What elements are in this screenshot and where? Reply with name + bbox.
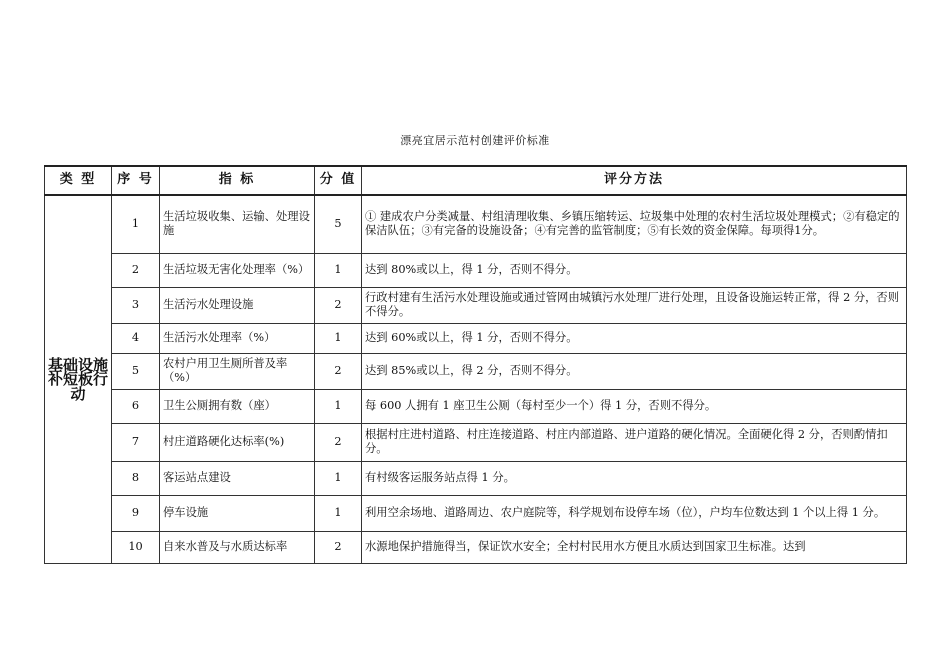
score-cell: 1 xyxy=(315,389,362,423)
seq-cell: 4 xyxy=(112,323,160,353)
method-cell: 达到 60%或以上，得 1 分，否则不得分。 xyxy=(362,323,907,353)
table-body xyxy=(45,195,907,563)
method-cell: 行政村建有生活污水处理设施或通过管网由城镇污水处理厂进行处理，且设备设施运转正常，得 2 分，否则不得分。 xyxy=(362,287,907,323)
score-cell: 1 xyxy=(315,323,362,353)
seq-cell: 1 xyxy=(112,195,160,253)
indicator-cell: 自来水普及与水质达标率 xyxy=(160,531,315,563)
table-row xyxy=(45,531,907,563)
table-row xyxy=(45,389,907,423)
score-cell: 2 xyxy=(315,531,362,563)
score-cell: 2 xyxy=(315,423,362,461)
method-cell: 达到 80%或以上，得 1 分，否则不得分。 xyxy=(362,253,907,287)
method-cell: 根据村庄进村道路、村庄连接道路、村庄内部道路、进户道路的硬化情况。全面硬化得 2 分，否则酌情扣分。 xyxy=(362,423,907,461)
seq-cell: 2 xyxy=(112,253,160,287)
seq-cell: 10 xyxy=(112,531,160,563)
category-cell: 基础设施补短板行动 xyxy=(45,195,112,563)
indicator-cell: 停车设施 xyxy=(160,495,315,531)
method-cell: 利用空余场地、道路周边、农户庭院等，科学规划布设停车场（位），户均车位数达到 1 个以上得 1 分。 xyxy=(362,495,907,531)
table-row xyxy=(45,287,907,323)
seq-cell: 7 xyxy=(112,423,160,461)
table-row xyxy=(45,461,907,495)
indicator-cell: 生活垃圾收集、运输、处理设施 xyxy=(160,195,315,253)
table-row xyxy=(45,495,907,531)
table-row xyxy=(45,353,907,389)
method-cell: 达到 85%或以上，得 2 分，否则不得分。 xyxy=(362,353,907,389)
header-type: 类 型 xyxy=(45,166,112,195)
score-cell: 2 xyxy=(315,287,362,323)
seq-cell: 9 xyxy=(112,495,160,531)
seq-cell: 3 xyxy=(112,287,160,323)
seq-cell: 8 xyxy=(112,461,160,495)
indicator-cell: 生活垃圾无害化处理率（%） xyxy=(160,253,315,287)
seq-cell: 5 xyxy=(112,353,160,389)
method-cell: 每 600 人拥有 1 座卫生公厕（每村至少一个）得 1 分，否则不得分。 xyxy=(362,389,907,423)
criteria-table xyxy=(44,165,907,564)
table-row xyxy=(45,253,907,287)
method-cell: 水源地保护措施得当，保证饮水安全；全村村民用水方便且水质达到国家卫生标准。达到 xyxy=(362,531,907,563)
indicator-cell: 生活污水处理设施 xyxy=(160,287,315,323)
score-cell: 2 xyxy=(315,353,362,389)
method-cell: ① 建成农户分类减量、村组清理收集、乡镇压缩转运、垃圾集中处理的农村生活垃圾处理模式；②有稳定的保洁队伍；③有完备的设施设备；④有完善的监管制度；⑤有长效的资金保障。每项得1分。 xyxy=(362,195,907,253)
indicator-cell: 农村户用卫生厕所普及率（%） xyxy=(160,353,315,389)
method-cell: 有村级客运服务站点得 1 分。 xyxy=(362,461,907,495)
score-cell: 5 xyxy=(315,195,362,253)
header-seq: 序 号 xyxy=(112,166,160,195)
table-row xyxy=(45,323,907,353)
score-cell: 1 xyxy=(315,253,362,287)
header-score: 分 值 xyxy=(315,166,362,195)
table-row xyxy=(45,423,907,461)
indicator-cell: 卫生公厕拥有数（座） xyxy=(160,389,315,423)
score-cell: 1 xyxy=(315,461,362,495)
seq-cell: 6 xyxy=(112,389,160,423)
indicator-cell: 客运站点建设 xyxy=(160,461,315,495)
indicator-cell: 生活污水处理率（%） xyxy=(160,323,315,353)
header-indicator: 指 标 xyxy=(160,166,315,195)
indicator-cell: 村庄道路硬化达标率(%) xyxy=(160,423,315,461)
table-header-row xyxy=(45,166,907,195)
header-method: 评分方法 xyxy=(362,166,907,195)
score-cell: 1 xyxy=(315,495,362,531)
table-row xyxy=(45,195,907,253)
document-title: 漂亮宜居示范村创建评价标准 xyxy=(400,134,550,147)
